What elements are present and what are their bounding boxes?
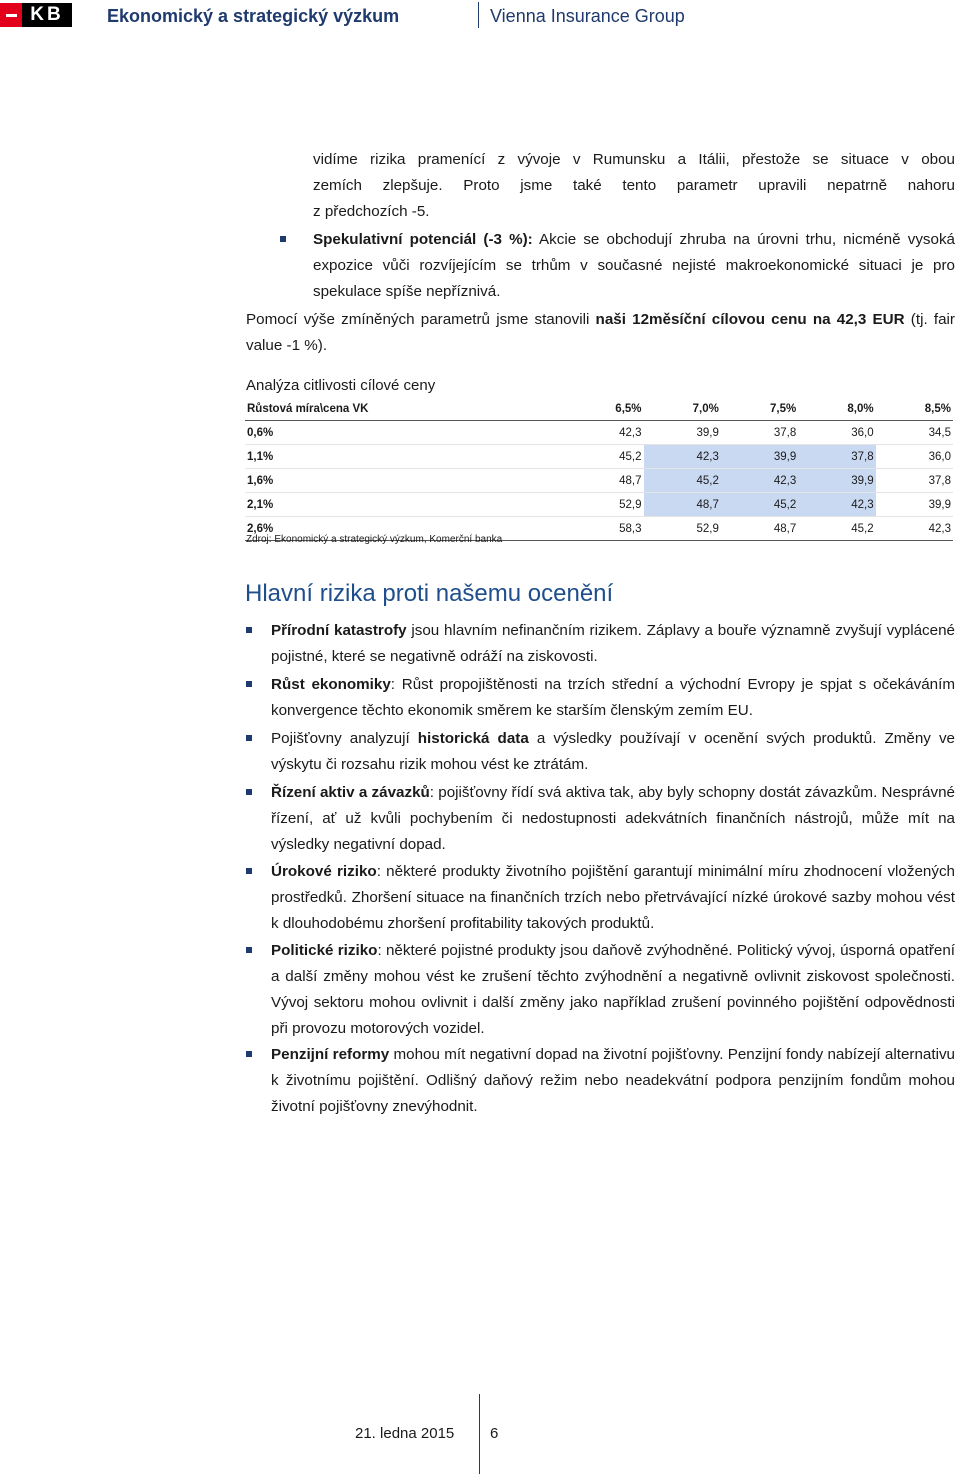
table-row [245,493,953,517]
column-header: 6,5% [566,398,643,421]
risk-item-title: Řízení aktiv a závazků [271,784,430,801]
column-header: 8,0% [798,398,875,421]
continued-paragraph [313,147,955,225]
risk-item-title: Růst ekonomiky [271,676,391,693]
table-corner-header: Růstová míra\cena VK [245,398,566,421]
risk-item [271,726,955,778]
table-cell: 52,9 [566,493,643,517]
kb-logo-text: KB [22,3,72,27]
spec-potential-paragraph [313,227,955,305]
table-cell: 34,5 [876,421,953,445]
bullet-marker [246,681,252,687]
header-divider [478,2,479,28]
row-header: 1,1% [245,445,566,469]
table-cell-highlighted: 48,7 [644,493,721,517]
table-cell: 42,3 [876,517,953,541]
target-price-tail: (tj. fair value -1 %). [246,311,955,354]
target-price-paragraph [246,307,955,359]
text-line: zemích zlepšuje. Proto jsme také tento parametr upravili nepatrně nahoru [313,177,955,194]
risk-item-text: : některé produkty životního pojištění garantují minimální míru zhodnocení vložených prostředků. Zhoršení situace na finančních trzích nebo přetrvávající nízké úrokové sazby mohou vést k dlouhodobému zhoršení profitability takových produktů. [271,863,955,932]
table-header-row [245,398,953,421]
target-price-intro: Pomocí výše zmíněných parametrů jsme stanovili [246,311,596,328]
table-source-note: Zdroj: Ekonomický a strategický výzkum, Komerční banka [246,534,503,545]
table-cell: 36,0 [798,421,875,445]
risk-item [271,780,955,858]
column-header: 7,0% [644,398,721,421]
bullet-marker [246,627,252,633]
bullet-marker [246,868,252,874]
footer-divider [479,1394,480,1474]
risk-item-text: : Růst propojištěnosti na trzích střední a východní Evropy je spjat s očekáváním konvergence těchto ekonomik směrem ke starším členským zemím EU. [271,676,955,719]
spec-potential-text: Akcie se obchodují zhruba na úrovni trhu, nicméně vysoká expozice vůči rozvíjejícím se trhům v současné nejisté makroekonomické situaci je pro spekulace spíše nepříznivá. [313,231,955,300]
risk-item-title: Penzijní reformy [271,1046,390,1063]
risk-item [271,1042,955,1120]
sensitivity-table [245,398,953,541]
sensitivity-table-title: Analýza citlivosti cílové ceny [246,377,436,394]
table-cell: 45,2 [566,445,643,469]
risk-item [271,672,955,724]
table-cell-highlighted: 37,8 [798,445,875,469]
row-header: 0,6% [245,421,566,445]
page-number: 6 [490,1425,499,1442]
risk-item-text: mohou mít negativní dopad na životní pojišťovny. Penzijní fondy nabízejí alternativu k životnímu pojištění. Odlišný daňový režim nebo neadekvátní podpora penzijním fondům mohou životní pojišťovny znevýhodnit. [271,1046,956,1115]
risks-section-title: Hlavní rizika proti našemu ocenění [245,580,614,607]
risk-item-intro: Pojišťovny analyzují [271,730,418,747]
risk-item-title: Politické riziko [271,942,378,959]
target-price-highlight: naši 12měsíční cílovou cenu na 42,3 EUR [595,311,905,328]
bullet-marker [246,735,252,741]
table-cell: 58,3 [566,517,643,541]
header-subtitle: Vienna Insurance Group [490,6,685,26]
risk-item-title: Přírodní katastrofy [271,622,407,639]
page-header [0,0,960,34]
bullet-marker [246,947,252,953]
table-cell-highlighted: 45,2 [644,469,721,493]
row-header: 1,6% [245,469,566,493]
table-cell: 37,8 [721,421,798,445]
column-header: 7,5% [721,398,798,421]
table-cell: 36,0 [876,445,953,469]
kb-logo [0,3,72,27]
table-cell: 39,9 [644,421,721,445]
bullet-marker [246,789,252,795]
risk-item-title: Úrokové riziko [271,863,377,880]
table-cell-highlighted: 39,9 [721,445,798,469]
text-line: z předchozích -5. [313,203,430,220]
table-cell-highlighted: 39,9 [798,469,875,493]
risk-item [271,938,955,1042]
risk-item-text: : některé pojistné produkty jsou daňově zvýhodněné. Politický vývoj, úsporná opatření a další změny mohou vést ke zrušení těchto zvýhodnění a negativně ovlivnit ziskovost společnosti. Vývoj sektoru mohou ovlivnit i další změny jako například zrušení povinného pojištění odpovědnosti při provozu motorových vozidel. [271,942,955,1037]
table-cell: 45,2 [798,517,875,541]
footer-date: 21. ledna 2015 [355,1425,455,1442]
table-cell-highlighted: 42,3 [644,445,721,469]
risk-item-text: jsou hlavním nefinančním rizikem. Záplavy a bouře významně zvyšují vyplácené pojistné, které se negativně odráží na ziskovosti. [271,622,955,665]
risk-item-text: : pojišťovny řídí svá aktiva tak, aby byly schopny dostát závazkům. Nesprávné řízení, ať už kvůli pochybením či nedostupnosti adekvátních finančních nástrojů, může mít na výsledky negativní dopad. [271,784,955,853]
spec-potential-label: Spekulativní potenciál (-3 %): [313,231,533,248]
table-row [245,469,953,493]
table-row [245,445,953,469]
bullet-marker [246,1051,252,1057]
risk-item [271,859,955,937]
table-cell: 37,8 [876,469,953,493]
column-header: 8,5% [876,398,953,421]
kb-logo-red-mark [0,3,22,27]
table-cell-highlighted: 45,2 [721,493,798,517]
risk-item-title: historická data [417,730,529,747]
bullet-marker [280,236,286,242]
table-cell-highlighted: 42,3 [798,493,875,517]
table-cell: 48,7 [721,517,798,541]
table-cell: 52,9 [644,517,721,541]
page-footer [0,1390,960,1474]
table-cell: 48,7 [566,469,643,493]
row-header: 2,6% [245,517,566,541]
text-line: vidíme rizika pramenící z vývoje v Rumunsku a Itálii, přestože se situace v obou [313,151,955,168]
table-cell: 42,3 [566,421,643,445]
risk-item-text: a výsledky používají v ocenění svých produktů. Změny ve výskytu či rozsahu rizik mohou vést ke ztrátám. [271,730,955,773]
row-header: 2,1% [245,493,566,517]
table-cell: 39,9 [876,493,953,517]
table-cell-highlighted: 42,3 [721,469,798,493]
header-title: Ekonomický a strategický výzkum [107,6,400,26]
risk-item [271,618,955,670]
table-row [245,421,953,445]
